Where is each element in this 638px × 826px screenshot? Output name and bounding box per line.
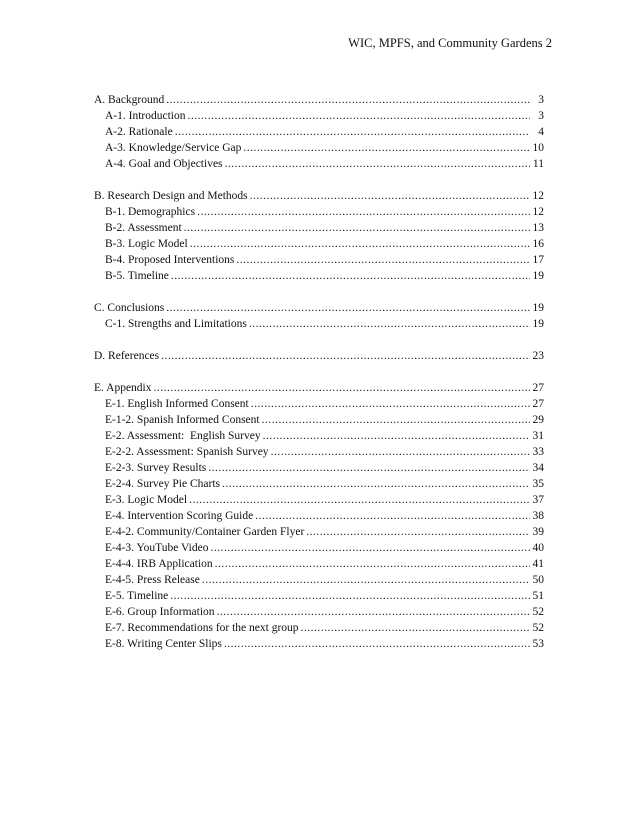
dot-leader [215, 556, 530, 572]
toc-entry-e2-english-survey[interactable] [94, 428, 544, 444]
toc-entry-title: A-4. Goal and Objectives [105, 158, 223, 170]
toc-entry-e1-2-spanish-consent[interactable] [94, 412, 544, 428]
dot-leader [222, 476, 530, 492]
toc-entry-title: E-4-4. IRB Application [105, 558, 213, 570]
toc-entry-title: E-2. Assessment: English Survey [105, 430, 261, 442]
toc-entry-page: 12 [532, 206, 544, 218]
toc-entry-e4-4-irb-application[interactable] [94, 556, 544, 572]
dot-leader [166, 300, 530, 316]
toc-entry-title: E-4-5. Press Release [105, 574, 200, 586]
toc-entry-page: 3 [538, 110, 544, 122]
toc-entry-e8-writing-center-slips[interactable] [94, 636, 544, 652]
dot-leader [236, 252, 530, 268]
toc-entry-page: 40 [532, 542, 544, 554]
toc-entry-title: A. Background [94, 94, 165, 106]
toc-entry-e2-3-survey-results[interactable] [94, 460, 544, 476]
dot-leader [217, 604, 530, 620]
toc-entry-title: B-5. Timeline [105, 270, 169, 282]
toc-entry-b1-demographics[interactable] [94, 204, 544, 220]
dot-leader [250, 188, 530, 204]
toc-entry-page: 50 [532, 574, 544, 586]
toc-entry-title: E-4-2. Community/Container Garden Flyer [105, 526, 305, 538]
dot-leader [224, 636, 530, 652]
toc-entry-title: B-3. Logic Model [105, 238, 188, 250]
toc-entry-c1-strengths-limitations[interactable] [94, 316, 544, 332]
toc-entry-page: 53 [532, 638, 544, 650]
toc-entry-title: E-7. Recommendations for the next group [105, 622, 299, 634]
toc-entry-title: E. Appendix [94, 382, 152, 394]
toc-entry-c-conclusions[interactable] [94, 300, 544, 316]
toc-entry-title: E-4-3. YouTube Video [105, 542, 209, 554]
dot-leader [170, 588, 530, 604]
toc-section-d [94, 348, 544, 364]
toc-entry-a4-goal-objectives[interactable] [94, 156, 544, 172]
toc-entry-e4-5-press-release[interactable] [94, 572, 544, 588]
toc-entry-title: E-6. Group Information [105, 606, 215, 618]
dot-leader [175, 124, 530, 140]
toc-entry-page: 23 [532, 350, 544, 362]
dot-leader [187, 108, 530, 124]
toc-entry-page: 10 [532, 142, 544, 154]
toc-entry-e2-4-survey-pie-charts[interactable] [94, 476, 544, 492]
toc-entry-a3-knowledge-service-gap[interactable] [94, 140, 544, 156]
toc-entry-title: E-5. Timeline [105, 590, 169, 602]
toc-entry-title: D. References [94, 350, 160, 362]
toc-section-b [94, 188, 544, 284]
toc-entry-title: E-4. Intervention Scoring Guide [105, 510, 254, 522]
toc-section-c [94, 300, 544, 332]
toc-entry-a1-introduction[interactable] [94, 108, 544, 124]
table-of-contents [94, 92, 544, 668]
toc-entry-e4-intervention-scoring-guide[interactable] [94, 508, 544, 524]
toc-entry-title: A-2. Rationale [105, 126, 173, 138]
toc-entry-page: 13 [532, 222, 544, 234]
running-head: WIC, MPFS, and Community Gardens 2 [348, 36, 552, 50]
dot-leader [166, 92, 530, 108]
toc-entry-page: 29 [532, 414, 544, 426]
toc-entry-page: 19 [532, 270, 544, 282]
toc-entry-page: 34 [532, 462, 544, 474]
dot-leader [184, 220, 530, 236]
dot-leader [301, 620, 530, 636]
toc-entry-e3-logic-model[interactable] [94, 492, 544, 508]
toc-entry-page: 3 [538, 94, 544, 106]
dot-leader [249, 316, 530, 332]
toc-entry-title: B-2. Assessment [105, 222, 182, 234]
toc-entry-b2-assessment[interactable] [94, 220, 544, 236]
dot-leader [190, 236, 530, 252]
dot-leader [171, 268, 530, 284]
dot-leader [306, 524, 530, 540]
toc-entry-page: 27 [532, 398, 544, 410]
toc-entry-title: A-3. Knowledge/Service Gap [105, 142, 242, 154]
toc-entry-title: B. Research Design and Methods [94, 190, 248, 202]
toc-entry-page: 27 [532, 382, 544, 394]
toc-entry-title: E-1-2. Spanish Informed Consent [105, 414, 260, 426]
toc-entry-b3-logic-model[interactable] [94, 236, 544, 252]
toc-entry-title: E-2-4. Survey Pie Charts [105, 478, 220, 490]
toc-entry-page: 37 [532, 494, 544, 506]
toc-entry-page: 11 [532, 158, 544, 170]
toc-entry-d-references[interactable] [94, 348, 544, 364]
toc-entry-title: E-2-3. Survey Results [105, 462, 207, 474]
toc-entry-page: 33 [532, 446, 544, 458]
dot-leader [263, 428, 530, 444]
dot-leader [197, 204, 530, 220]
toc-entry-page: 41 [532, 558, 544, 570]
dot-leader [154, 380, 531, 396]
toc-entry-a-background[interactable] [94, 92, 544, 108]
toc-entry-page: 52 [532, 622, 544, 634]
toc-entry-title: B-1. Demographics [105, 206, 196, 218]
toc-entry-page: 52 [532, 606, 544, 618]
toc-entry-page: 38 [532, 510, 544, 522]
dot-leader [202, 572, 530, 588]
toc-entry-b5-timeline[interactable] [94, 268, 544, 284]
toc-entry-page: 19 [532, 302, 544, 314]
toc-entry-page: 4 [538, 126, 544, 138]
toc-section-a [94, 92, 544, 172]
toc-entry-e1-english-consent[interactable] [94, 396, 544, 412]
dot-leader [210, 540, 530, 556]
toc-entry-e7-recommendations[interactable] [94, 620, 544, 636]
toc-entry-page: 35 [532, 478, 544, 490]
toc-entry-b4-proposed-interventions[interactable] [94, 252, 544, 268]
toc-entry-b-research-design[interactable] [94, 188, 544, 204]
dot-leader [161, 348, 530, 364]
toc-entry-title: E-1. English Informed Consent [105, 398, 249, 410]
dot-leader [262, 412, 530, 428]
toc-entry-e5-timeline[interactable] [94, 588, 544, 604]
toc-entry-page: 31 [532, 430, 544, 442]
dot-leader [208, 460, 530, 476]
toc-entry-title: E-2-2. Assessment: Spanish Survey [105, 446, 269, 458]
dot-leader [225, 156, 530, 172]
toc-entry-e-appendix[interactable] [94, 380, 544, 396]
toc-entry-title: C. Conclusions [94, 302, 165, 314]
toc-entry-title: E-8. Writing Center Slips [105, 638, 222, 650]
toc-entry-page: 51 [532, 590, 544, 602]
toc-entry-title: C-1. Strengths and Limitations [105, 318, 247, 330]
toc-entry-title: A-1. Introduction [105, 110, 186, 122]
toc-entry-page: 17 [532, 254, 544, 266]
toc-entry-a2-rationale[interactable] [94, 124, 544, 140]
toc-entry-page: 16 [532, 238, 544, 250]
toc-entry-e6-group-information[interactable] [94, 604, 544, 620]
toc-entry-e4-3-youtube-video[interactable] [94, 540, 544, 556]
toc-entry-e4-2-garden-flyer[interactable] [94, 524, 544, 540]
dot-leader [255, 508, 530, 524]
toc-entry-page: 12 [532, 190, 544, 202]
dot-leader [271, 444, 530, 460]
toc-entry-title: B-4. Proposed Interventions [105, 254, 235, 266]
toc-entry-title: E-3. Logic Model [105, 494, 188, 506]
toc-section-e [94, 380, 544, 652]
dot-leader [251, 396, 530, 412]
toc-entry-page: 39 [532, 526, 544, 538]
dot-leader [243, 140, 530, 156]
dot-leader [189, 492, 530, 508]
toc-entry-e2-2-spanish-survey[interactable] [94, 444, 544, 460]
toc-entry-page: 19 [532, 318, 544, 330]
